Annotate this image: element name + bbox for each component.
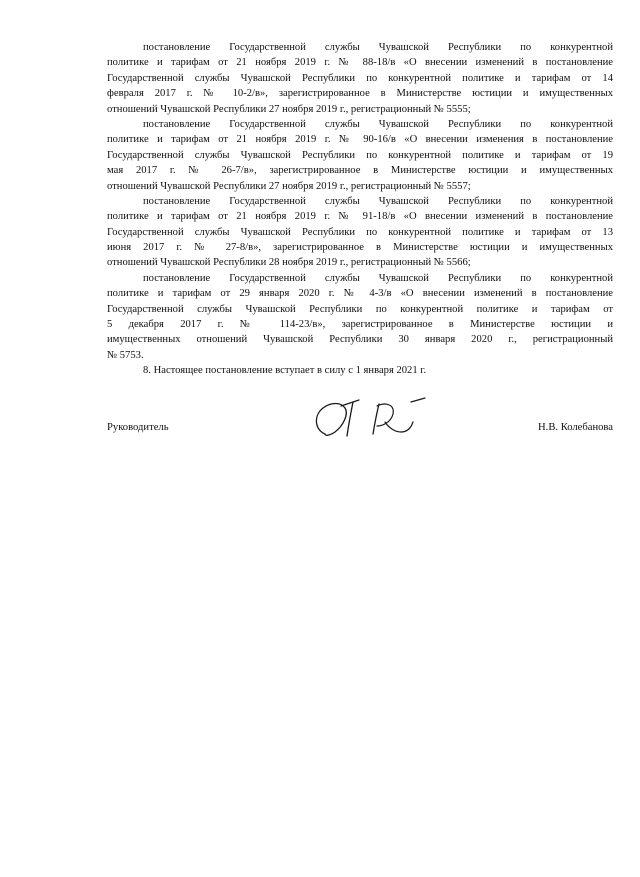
signature-block [107,392,613,452]
text-line: отношений Чувашской Республики 28 ноября 2019 г., регистрационный № 5566; [107,257,471,269]
text-line: Государственной службы Чувашской Республики по конкурентной политике и тарифам от 13 [107,226,613,238]
text-line: политике и тарифам от 21 ноября 2019 г. № 91-18/в «О внесении изменений в постановление [107,211,613,223]
text-line: постановление Государственной службы Чувашской Республики по конкурентной [143,42,613,53]
text-line: Государственной службы Чувашской Республики по конкурентной политике и тарифам от [107,303,613,315]
text-line: постановление Государственной службы Чувашской Республики по конкурентной [143,118,613,130]
text-line: № 5753. [107,349,144,361]
text-line: отношений Чувашской Республики 27 ноября 2019 г., регистрационный № 5555; [107,103,471,115]
handwritten-signature [307,392,437,444]
text-line: мая 2017 г. № 26-7/в», зарегистрированное в Министерстве юстиции и имущественных [107,165,613,177]
text-line: Государственной службы Чувашской Республики по конкурентной политике и тарифам от 14 [107,72,613,84]
paragraph [107,117,613,194]
text-line: 5 декабря 2017 г. № 114-23/в», зарегистрированное в Министерстве юстиции и [107,319,613,331]
text-line: постановление Государственной службы Чувашской Республики по конкурентной [143,195,613,207]
text-line: политике и тарифам от 21 ноября 2019 г. № 90-16/в «О внесении изменения в постановление [107,134,613,146]
paragraph [107,271,613,363]
text-line: имущественных отношений Чувашской Республики 30 января 2020 г., регистрационный [107,334,613,346]
document-body [107,40,613,379]
signatory-title: Руководитель [107,422,169,433]
text-line: Государственной службы Чувашской Республики по конкурентной политике и тарифам от 19 [107,149,613,161]
paragraph [107,363,613,378]
text-line: политике и тарифам от 29 января 2020 г. № 4-3/в «О внесении изменений в постановление [107,288,613,300]
text-line: февраля 2017 г. № 10-2/в», зарегистрированное в Министерстве юстиции и имущественных [107,88,613,100]
paragraph [107,194,613,271]
signatory-name: Н.В. Колебанова [538,422,613,433]
text-line: отношений Чувашской Республики 27 ноября 2019 г., регистрационный № 5557; [107,180,471,192]
text-line: 8. Настоящее постановление вступает в силу с 1 января 2021 г. [143,365,427,377]
text-line: политике и тарифам от 21 ноября 2019 г. № 88-18/в «О внесении изменений в постановление [107,57,613,69]
paragraph [107,40,613,117]
text-line: июня 2017 г. № 27-8/в», зарегистрированное в Министерстве юстиции и имущественных [107,242,613,254]
text-line: постановление Государственной службы Чувашской Республики по конкурентной [143,272,613,284]
